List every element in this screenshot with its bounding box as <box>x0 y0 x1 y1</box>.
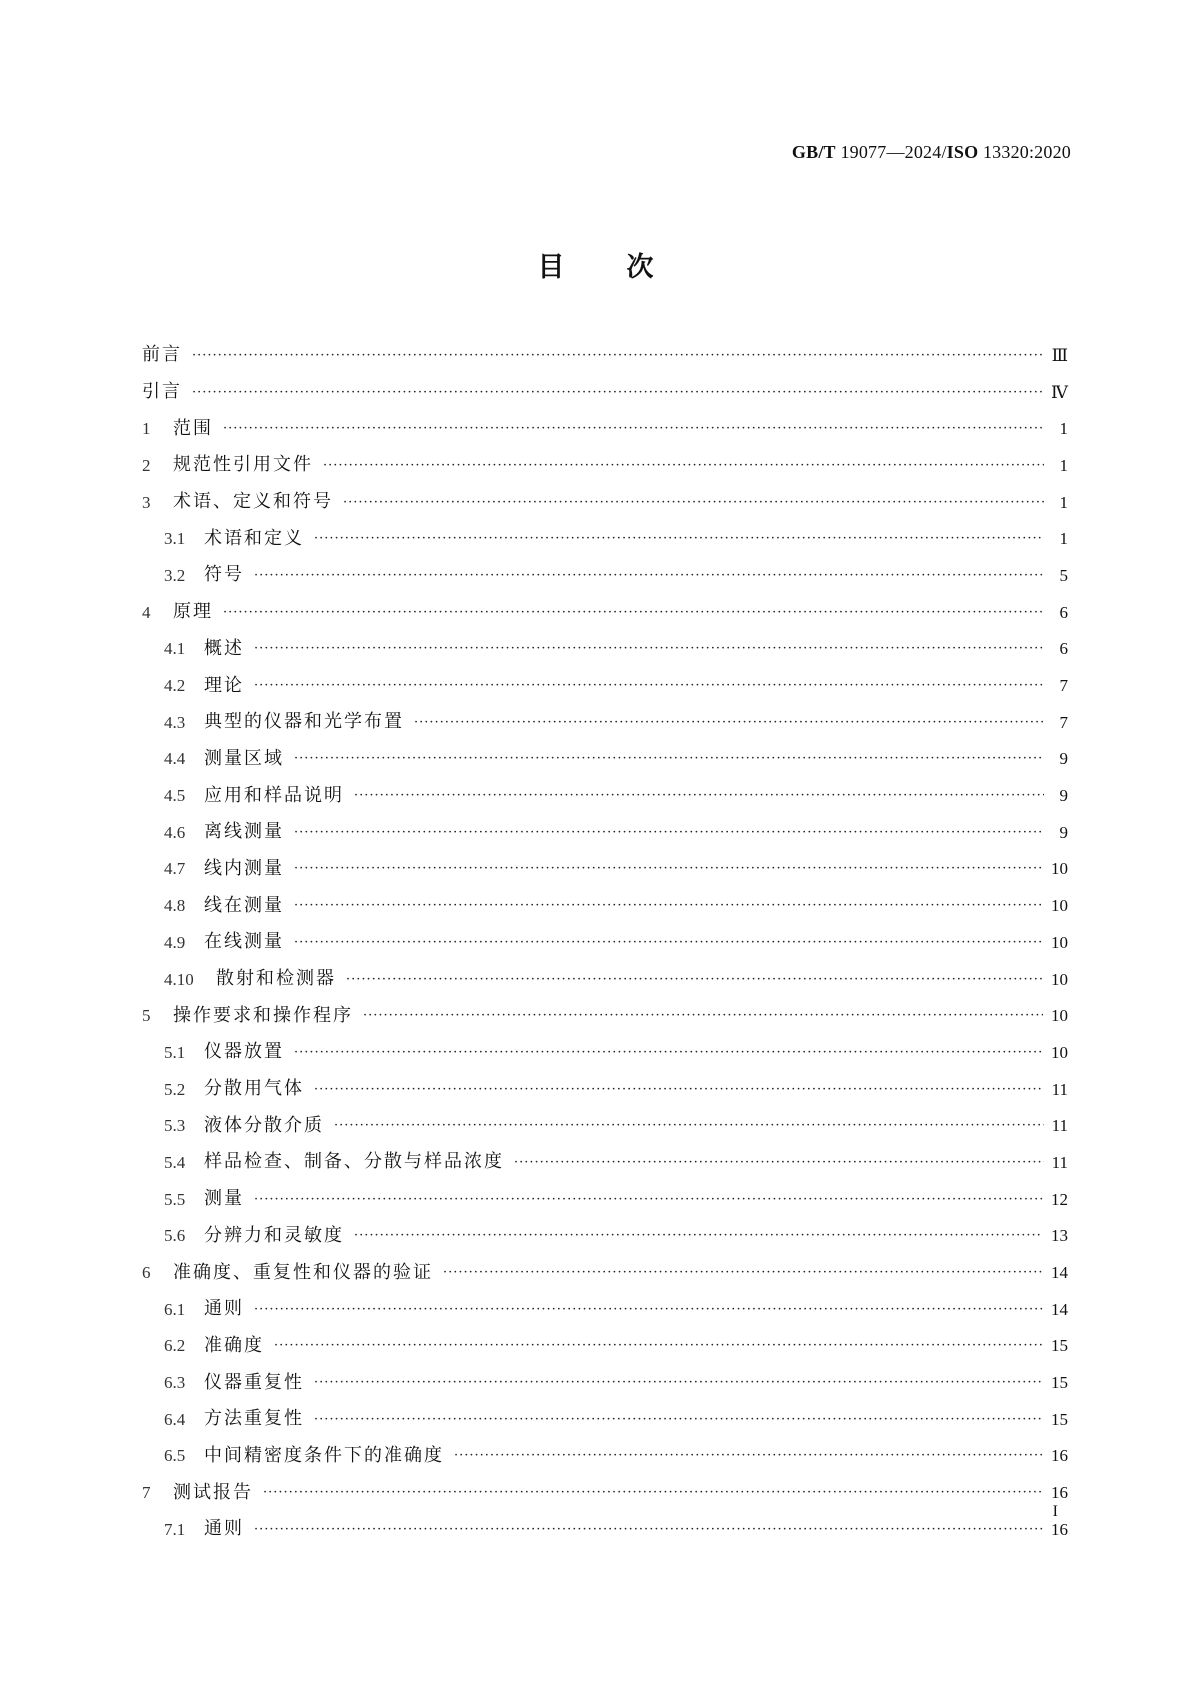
toc-entry-title: 引言 <box>142 381 182 403</box>
toc-entry-title: 分散用气体 <box>204 1078 304 1100</box>
toc-entry-number: 4.5 <box>164 786 186 806</box>
toc-entry-number: 6.2 <box>164 1336 186 1356</box>
toc-entry-title: 操作要求和操作程序 <box>173 1004 353 1026</box>
toc-dot-leader <box>414 716 1044 729</box>
toc-entry-number: 5.5 <box>164 1189 186 1209</box>
toc-entry-title: 方法重复性 <box>204 1408 304 1430</box>
toc-entry[interactable] <box>142 1071 1068 1108</box>
toc-dot-leader <box>294 899 1043 912</box>
toc-entry-number: 5.1 <box>164 1042 186 1062</box>
toc-entry[interactable] <box>142 374 1068 411</box>
toc-entry[interactable] <box>142 1474 1068 1511</box>
toc-entry-number: 5.4 <box>164 1152 186 1172</box>
toc-entry-page: 11 <box>1051 1079 1068 1099</box>
toc-dot-leader <box>192 349 1044 362</box>
toc-entry-number: 4 <box>142 602 151 622</box>
toc-entry-number: 6.4 <box>164 1409 186 1429</box>
toc-entry-title: 术语、定义和符号 <box>173 491 333 513</box>
toc-entry-page: 16 <box>1051 1446 1068 1466</box>
toc-dot-leader <box>334 1119 1044 1132</box>
toc-entry-number: 6.1 <box>164 1299 186 1319</box>
toc-entry-page: 15 <box>1051 1409 1068 1429</box>
toc-entry-number: 7.1 <box>164 1519 186 1539</box>
toc-entry[interactable] <box>142 1401 1068 1438</box>
toc-entry-title: 术语和定义 <box>204 527 304 549</box>
toc-entry-number: 7 <box>142 1483 151 1503</box>
toc-entry-page: 7 <box>1059 712 1068 732</box>
page-number: I <box>1052 1503 1058 1520</box>
toc-entry-page: 10 <box>1051 932 1068 952</box>
toc-entry-title: 仪器放置 <box>204 1041 284 1063</box>
toc-entry[interactable] <box>142 557 1068 594</box>
toc-entry[interactable] <box>142 851 1068 888</box>
toc-dot-leader <box>294 1046 1043 1059</box>
toc-entry-number: 3 <box>142 492 151 512</box>
toc-entry-page: 11 <box>1051 1152 1068 1172</box>
toc-entry-title: 离线测量 <box>204 821 284 843</box>
toc-dot-leader <box>223 606 1044 619</box>
toc-dot-leader <box>314 532 1044 545</box>
toc-entry[interactable] <box>142 594 1068 631</box>
toc-entry-title: 测量 <box>204 1188 244 1210</box>
toc-entry[interactable] <box>142 1254 1068 1291</box>
toc-entry-page: 1 <box>1059 419 1068 439</box>
toc-dot-leader <box>254 642 1044 655</box>
toc-entry-title: 通则 <box>204 1518 244 1540</box>
toc-dot-leader <box>263 1486 1043 1499</box>
toc-entry-page: 16 <box>1051 1519 1068 1539</box>
toc-entry-number: 5.6 <box>164 1226 186 1246</box>
toc-entry-number: 4.2 <box>164 676 186 696</box>
toc-entry-page: 1 <box>1059 455 1068 475</box>
toc-entry-title: 应用和样品说明 <box>204 784 344 806</box>
toc-entry-title: 散射和检测器 <box>216 968 336 990</box>
toc-dot-leader <box>314 1376 1043 1389</box>
iso-number: 13320:2020 <box>982 142 1071 162</box>
toc-dot-leader <box>254 569 1044 582</box>
toc-dot-leader <box>354 1229 1043 1242</box>
toc-entry-title: 概述 <box>204 637 244 659</box>
toc-entry[interactable] <box>142 1511 1068 1548</box>
toc-entry-title: 线在测量 <box>204 894 284 916</box>
toc-entry[interactable] <box>142 1181 1068 1218</box>
toc-entry[interactable] <box>142 1291 1068 1328</box>
toc-entry-title: 规范性引用文件 <box>173 454 313 476</box>
toc-entry-page: 11 <box>1051 1116 1068 1136</box>
toc-entry-title: 测量区域 <box>204 747 284 769</box>
toc-entry-number: 5.3 <box>164 1116 186 1136</box>
toc-entry[interactable] <box>142 1218 1068 1255</box>
toc-entry[interactable] <box>142 484 1068 521</box>
toc-dot-leader <box>314 1413 1043 1426</box>
toc-entry[interactable] <box>142 410 1068 447</box>
toc-dot-leader <box>294 752 1044 765</box>
toc-entry-number: 6 <box>142 1263 151 1283</box>
toc-entry-page: 10 <box>1051 1006 1068 1026</box>
toc-entry-number: 4.3 <box>164 712 186 732</box>
toc-entry-title: 测试报告 <box>173 1481 253 1503</box>
toc-entry-page: 10 <box>1051 1042 1068 1062</box>
toc-dot-leader <box>274 1339 1043 1352</box>
toc-entry-number: 4.1 <box>164 639 186 659</box>
toc-entry-title: 分辨力和灵敏度 <box>204 1224 344 1246</box>
toc-entry[interactable] <box>142 777 1068 814</box>
toc-dot-leader <box>294 936 1043 949</box>
toc-entry-title: 中间精密度条件下的准确度 <box>204 1444 444 1466</box>
toc-entry-page: 14 <box>1051 1299 1068 1319</box>
toc-entry-title: 前言 <box>142 344 182 366</box>
toc-entry-page: 9 <box>1059 749 1068 769</box>
toc-entry-page: 7 <box>1059 676 1068 696</box>
toc-entry[interactable] <box>142 997 1068 1034</box>
toc-dot-leader <box>223 422 1044 435</box>
toc-entry[interactable] <box>142 667 1068 704</box>
toc-entry-title: 理论 <box>204 674 244 696</box>
toc-entry-page: 16 <box>1051 1483 1068 1503</box>
toc-entry-page: 9 <box>1059 786 1068 806</box>
toc-entry-page: Ⅳ <box>1051 382 1068 402</box>
toc-dot-leader <box>354 789 1044 802</box>
toc-entry-number: 4.4 <box>164 749 186 769</box>
toc-entry-number: 4.9 <box>164 932 186 952</box>
toc-entry-page: 10 <box>1051 859 1068 879</box>
toc-dot-leader <box>314 1083 1044 1096</box>
toc-entry-page: 10 <box>1051 896 1068 916</box>
standard-prefix: GB/T <box>791 142 836 162</box>
toc-entry-title: 典型的仪器和光学布置 <box>204 711 404 733</box>
toc-entry-number: 4.10 <box>164 969 194 989</box>
toc-dot-leader <box>294 826 1044 839</box>
toc-entry-number: 6.5 <box>164 1446 186 1466</box>
toc-entry-number: 4.7 <box>164 859 186 879</box>
toc-entry-title: 准确度、重复性和仪器的验证 <box>173 1261 433 1283</box>
toc-entry-title: 原理 <box>173 601 213 623</box>
toc-dot-leader <box>294 862 1043 875</box>
toc-entry-page: 6 <box>1059 602 1068 622</box>
toc-entry-title: 样品检查、制备、分散与样品浓度 <box>204 1151 504 1173</box>
toc-entry-number: 4.6 <box>164 822 186 842</box>
toc-dot-leader <box>363 1009 1043 1022</box>
toc-entry-page: 12 <box>1051 1189 1068 1209</box>
toc-entry-number: 3.2 <box>164 565 186 585</box>
table-of-contents <box>142 337 1068 1548</box>
toc-entry[interactable] <box>142 961 1068 998</box>
toc-entry-number: 2 <box>142 455 151 475</box>
toc-entry-number: 6.3 <box>164 1373 186 1393</box>
standard-number: 19077—2024/ <box>840 142 947 162</box>
toc-entry[interactable] <box>142 520 1068 557</box>
toc-entry-number: 5 <box>142 1006 151 1026</box>
toc-entry[interactable] <box>142 1438 1068 1475</box>
document-header <box>792 142 1071 163</box>
toc-entry-page: 6 <box>1059 639 1068 659</box>
toc-entry-number: 1 <box>142 419 151 439</box>
toc-dot-leader <box>443 1266 1043 1279</box>
toc-entry-page: 13 <box>1051 1226 1068 1246</box>
iso-prefix: ISO <box>946 142 979 162</box>
toc-dot-leader <box>454 1449 1043 1462</box>
toc-entry-number: 3.1 <box>164 529 186 549</box>
toc-entry[interactable] <box>142 337 1068 374</box>
toc-entry[interactable] <box>142 447 1068 484</box>
toc-dot-leader <box>254 679 1044 692</box>
toc-entry-title: 范围 <box>173 417 213 439</box>
toc-entry[interactable] <box>142 1364 1068 1401</box>
toc-title-char-1: 目 <box>537 252 565 283</box>
toc-entry-title: 准确度 <box>204 1334 264 1356</box>
toc-entry[interactable] <box>142 704 1068 741</box>
toc-entry-page: 10 <box>1051 969 1068 989</box>
toc-entry-number: 4.8 <box>164 896 186 916</box>
toc-entry-number: 5.2 <box>164 1079 186 1099</box>
toc-entry-page: 1 <box>1059 492 1068 512</box>
toc-dot-leader <box>514 1156 1044 1169</box>
toc-dot-leader <box>192 386 1043 399</box>
toc-entry-page: 14 <box>1051 1263 1068 1283</box>
toc-entry-title: 线内测量 <box>204 857 284 879</box>
toc-entry[interactable] <box>142 924 1068 961</box>
toc-entry[interactable] <box>142 1328 1068 1365</box>
toc-title-char-2: 次 <box>626 252 654 283</box>
toc-dot-leader <box>254 1193 1043 1206</box>
toc-dot-leader <box>254 1303 1043 1316</box>
toc-entry-title: 在线测量 <box>204 931 284 953</box>
toc-entry-title: 液体分散介质 <box>204 1114 324 1136</box>
toc-entry-page: 1 <box>1059 529 1068 549</box>
toc-entry-title: 仪器重复性 <box>204 1371 304 1393</box>
toc-title <box>0 245 1191 284</box>
toc-entry[interactable] <box>142 814 1068 851</box>
toc-entry-page: 9 <box>1059 822 1068 842</box>
toc-entry-page: 15 <box>1051 1336 1068 1356</box>
toc-dot-leader <box>323 459 1044 472</box>
toc-entry-title: 通则 <box>204 1298 244 1320</box>
toc-dot-leader <box>254 1523 1043 1536</box>
toc-entry[interactable] <box>142 1144 1068 1181</box>
toc-dot-leader <box>346 973 1043 986</box>
toc-entry[interactable] <box>142 1107 1068 1144</box>
toc-dot-leader <box>343 496 1044 509</box>
toc-entry[interactable] <box>142 887 1068 924</box>
toc-entry-page: 15 <box>1051 1373 1068 1393</box>
toc-entry-page: 5 <box>1059 565 1068 585</box>
toc-entry[interactable] <box>142 741 1068 778</box>
toc-entry[interactable] <box>142 1034 1068 1071</box>
toc-entry-title: 符号 <box>204 564 244 586</box>
toc-entry-page: Ⅲ <box>1051 345 1068 365</box>
toc-entry[interactable] <box>142 631 1068 668</box>
